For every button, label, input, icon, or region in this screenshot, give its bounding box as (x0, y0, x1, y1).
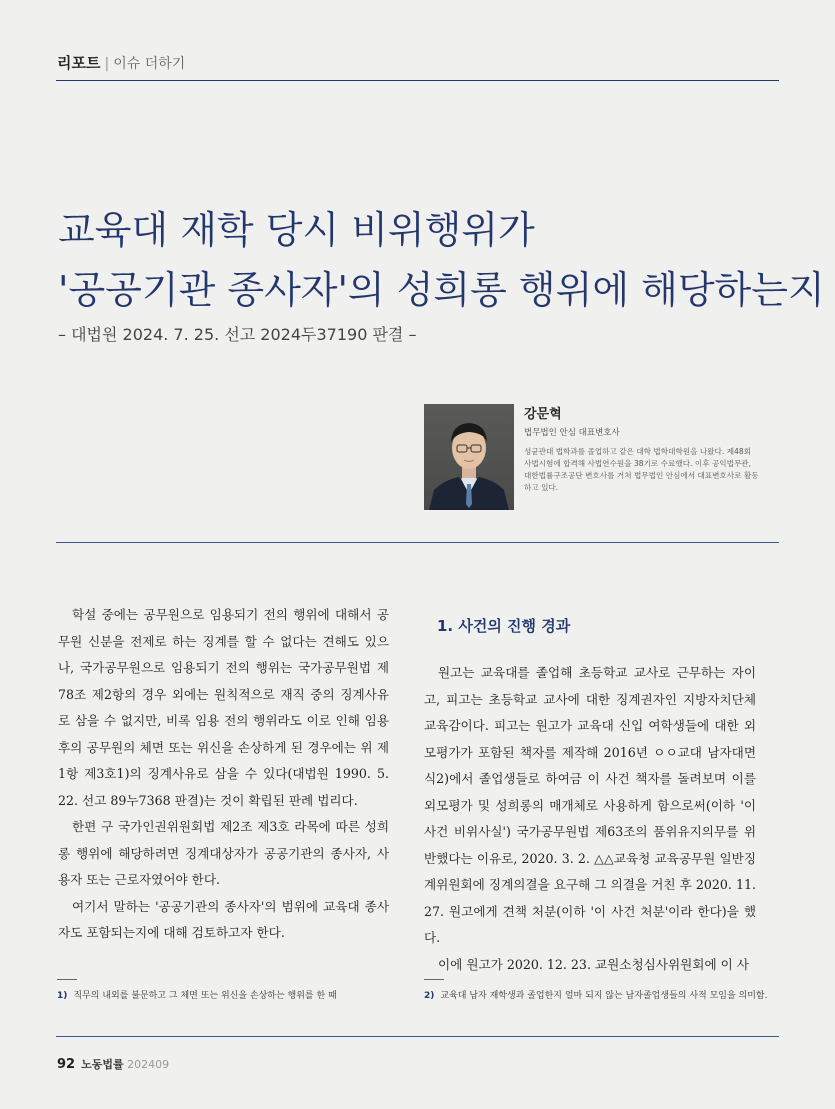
page-number: 92 (57, 1057, 76, 1072)
magazine-name: 노동법률 (81, 1058, 124, 1071)
body-paragraph: 여기서 말하는 '공공기관의 종사자'의 범위에 교육대 종사자도 포함되는지에 대해 검토하고자 한다. (58, 898, 389, 940)
section-rule (56, 542, 779, 543)
footnote-1 (57, 988, 337, 1001)
body-left-column (58, 602, 389, 947)
article-title (58, 200, 825, 320)
body-paragraph: 학설 중에는 공무원으로 임용되기 전의 행위에 대해서 공무원 신분을 전제로 하는 징계를 할 수 없다는 견해도 있으나, 국가공무원으로 임용되기 전의 행위는 국가공무원법 제78조 제2항의 경우 외에는 원칙적으로 재직 중의 징계사유로 삼을 수 없지만, 비록 임용 전의 행위라도 이로 인해 임용 후의 공무원의 체면 또는 위신을 손상하게 된 경우에는 위 제1항 제3호1)의 징계사유로 삼을 수 있다(대법원 1990. 5. 22. 선고 89누7368 판결)는 것이 확립된 판례 법리다. (58, 607, 389, 808)
section-heading: 1. 사건의 진행 경과 (437, 617, 571, 635)
footnote-text: 직무의 내외를 불문하고 그 체면 또는 위신을 손상하는 행위를 한 때 (73, 991, 337, 1001)
title-line-2: '공공기관 종사자'의 성희롱 행위에 해당하는지 (58, 268, 825, 312)
page-header (57, 52, 185, 73)
header-rule (56, 80, 779, 81)
footnote-text: 교육대 남자 재학생과 졸업한지 얼마 되지 않는 남자졸업생들의 사적 모임을 의미함. (440, 991, 768, 1001)
body-paragraph: 이에 원고가 2020. 12. 23. 교원소청심사위원회에 이 사 (438, 956, 749, 972)
footnote-rule (57, 979, 77, 980)
footnote-number: 2) (424, 991, 435, 1001)
body-paragraph: 한편 구 국가인권위원회법 제2조 제3호 라목에 따른 성희롱 행위에 해당하려면 징계대상자가 공공기관의 종사자, 사용자 또는 근로자였어야 한다. (58, 819, 389, 887)
author-photo (424, 404, 514, 510)
header-separator: | (104, 56, 110, 72)
body-right-column (424, 660, 756, 978)
footnote-2 (424, 988, 767, 1001)
footnote-rule (424, 979, 444, 980)
author-bio: 성균관대 법학과를 졸업하고 같은 대학 법학대학원을 나왔다. 제48회 사법시험에 합격해 사법연수원을 38기로 수료했다. 이후 공익법무관, 대한법률구조공단 변호사를 거쳐 법무법인 안심에서 대표변호사로 활동하고 있다. (524, 447, 759, 492)
article-subtitle: – 대법원 2024. 7. 25. 선고 2024두37190 판결 – (58, 325, 417, 344)
footer-rule (56, 1036, 779, 1037)
author-info (524, 403, 759, 494)
author-name: 강문혁 (524, 407, 562, 422)
body-paragraph: 원고는 교육대를 졸업해 초등학교 교사로 근무하는 자이고, 피고는 초등학교 교사에 대한 징계권자인 지방자치단체 교육감이다. 피고는 원고가 교육대 신입 여학생들에 대한 외모평가가 포함된 책자를 제작해 2016년 ㅇㅇ교대 남자대면식2)에서 졸업생들로 하여금 이 사건 책자를 돌려보며 이를 외모평가 및 성희롱의 매개체로 사용하게 함으로써(이하 '이 사건 비위사실') 국가공무원법 제63조의 품위유지의무를 위반했다는 이유로, 2020. 3. 2. △△교육청 교육공무원 일반징계위원회에 징계의결을 요구해 그 의결을 거친 후 2020. 11. 27. 원고에게 견책 처분(이하 '이 사건 처분'이라 한다)을 했다. (424, 665, 756, 945)
title-line-1: 교육대 재학 당시 비위행위가 (58, 208, 535, 252)
issue-number: 202409 (127, 1058, 170, 1071)
section-label: 리포트 (57, 54, 101, 72)
footnote-number: 1) (57, 991, 68, 1001)
subsection-label: 이슈 더하기 (113, 56, 186, 72)
author-role: 법무법인 안심 대표변호사 (524, 428, 620, 438)
page-footer (57, 1056, 169, 1072)
